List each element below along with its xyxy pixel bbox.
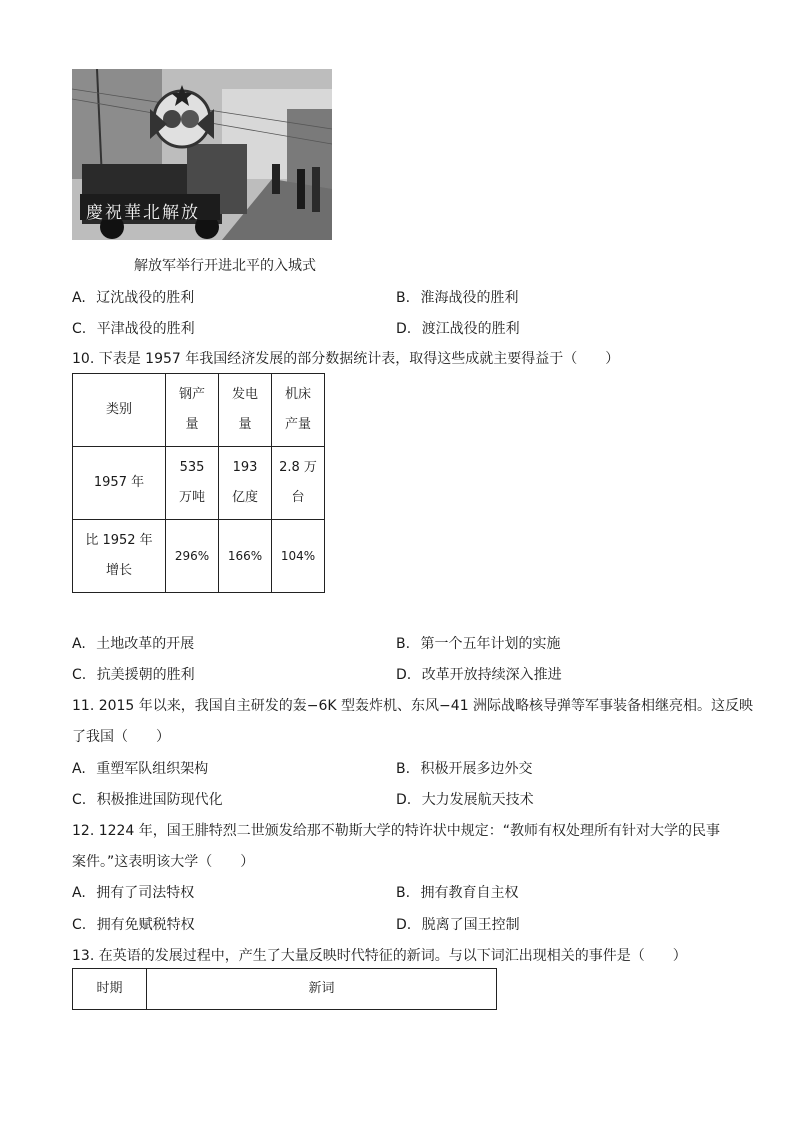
table-header-cell: 新词 [147, 969, 497, 1010]
option-text: 淮海战役的胜利 [420, 290, 519, 306]
q12-option-a[interactable] [72, 882, 194, 902]
option-letter: A. [72, 290, 86, 306]
option-text: 第一个五年计划的实施 [420, 636, 561, 652]
option-text: 土地改革的开展 [96, 636, 195, 652]
option-letter: C. [72, 792, 87, 808]
table-cell: 296% [166, 520, 219, 593]
banner-text: 慶祝華北解放 [86, 203, 200, 223]
q13-stem: 13. 在英语的发展过程中，产生了大量反映时代特征的新词。与以下词汇出现相关的事件是（ ） [72, 948, 687, 964]
option-text: 辽沈战役的胜利 [96, 290, 195, 306]
table-header-cell: 类别 [73, 374, 166, 447]
table-cell: 比 1952 年 增长 [73, 520, 166, 593]
option-letter: A. [72, 636, 86, 652]
q10-table [72, 373, 325, 593]
q11-option-d[interactable] [396, 789, 534, 809]
q12-stem-line2: 案件。”这表明该大学（ ） [72, 854, 255, 870]
option-letter: C. [72, 667, 87, 683]
option-text: 拥有教育自主权 [420, 885, 519, 901]
q9-option-b[interactable] [396, 287, 519, 307]
q9-option-d[interactable] [396, 318, 520, 338]
table-row [73, 374, 325, 447]
q12-option-c[interactable] [72, 914, 195, 934]
q9-option-c[interactable] [72, 318, 195, 338]
option-text: 改革开放持续深入推进 [421, 667, 562, 683]
option-letter: B. [396, 761, 411, 777]
option-letter: D. [396, 667, 412, 683]
table-cell: 535 万吨 [166, 447, 219, 520]
table-header-cell: 机床 产量 [272, 374, 325, 447]
q10-option-b[interactable] [396, 633, 561, 653]
option-letter: B. [396, 290, 411, 306]
q11-option-a[interactable] [72, 758, 208, 778]
table-header-cell: 发电 量 [219, 374, 272, 447]
option-text: 抗美援朝的胜利 [96, 667, 195, 683]
table-header-cell: 钢产 量 [166, 374, 219, 447]
option-letter: B. [396, 885, 411, 901]
table-cell: 166% [219, 520, 272, 593]
q10-option-a[interactable] [72, 633, 194, 653]
option-text: 拥有免赋税特权 [96, 917, 195, 933]
q13-table [72, 968, 497, 1010]
option-text: 拥有了司法特权 [96, 885, 195, 901]
q12-option-d[interactable] [396, 914, 520, 934]
photo-caption: 解放军举行开进北平的入城式 [134, 258, 316, 274]
table-cell: 193 亿度 [219, 447, 272, 520]
q12-option-b[interactable] [396, 882, 519, 902]
option-text: 平津战役的胜利 [96, 321, 195, 337]
q9-option-a[interactable] [72, 287, 194, 307]
q11-option-c[interactable] [72, 789, 223, 809]
table-cell: 104% [272, 520, 325, 593]
table-header-cell: 时期 [73, 969, 147, 1010]
option-text: 积极推进国防现代化 [96, 792, 223, 808]
q10-option-c[interactable] [72, 664, 195, 684]
table-row [73, 520, 325, 593]
option-letter: C. [72, 321, 87, 337]
option-text: 积极开展多边外交 [420, 761, 533, 777]
option-letter: D. [396, 792, 412, 808]
option-letter: A. [72, 885, 86, 901]
option-text: 渡江战役的胜利 [421, 321, 520, 337]
table-row [73, 969, 497, 1010]
option-letter: B. [396, 636, 411, 652]
table-row [73, 447, 325, 520]
option-text: 脱离了国王控制 [421, 917, 520, 933]
option-text: 重塑军队组织架构 [96, 761, 209, 777]
option-letter: D. [396, 917, 412, 933]
q11-option-b[interactable] [396, 758, 533, 778]
option-letter: C. [72, 917, 87, 933]
table-cell: 1957 年 [73, 447, 166, 520]
q10-stem: 10. 下表是 1957 年我国经济发展的部分数据统计表，取得这些成就主要得益于（ ） [72, 351, 620, 367]
option-text: 大力发展航天技术 [421, 792, 534, 808]
q10-option-d[interactable] [396, 664, 562, 684]
q11-stem-line1: 11. 2015 年以来，我国自主研发的轰−6K 型轰炸机、东风−41 洲际战略核导弹等军事装备相继亮相。这反映 [72, 698, 754, 714]
parade-photo [72, 69, 332, 240]
q12-stem-line1: 12. 1224 年，国王腓特烈二世颁发给那不勒斯大学的特许状中规定：“教师有权处理所有针对大学的民事 [72, 823, 721, 839]
table-cell: 2.8 万 台 [272, 447, 325, 520]
option-letter: D. [396, 321, 412, 337]
option-letter: A. [72, 761, 86, 777]
q11-stem-line2: 了我国（ ） [72, 729, 170, 745]
